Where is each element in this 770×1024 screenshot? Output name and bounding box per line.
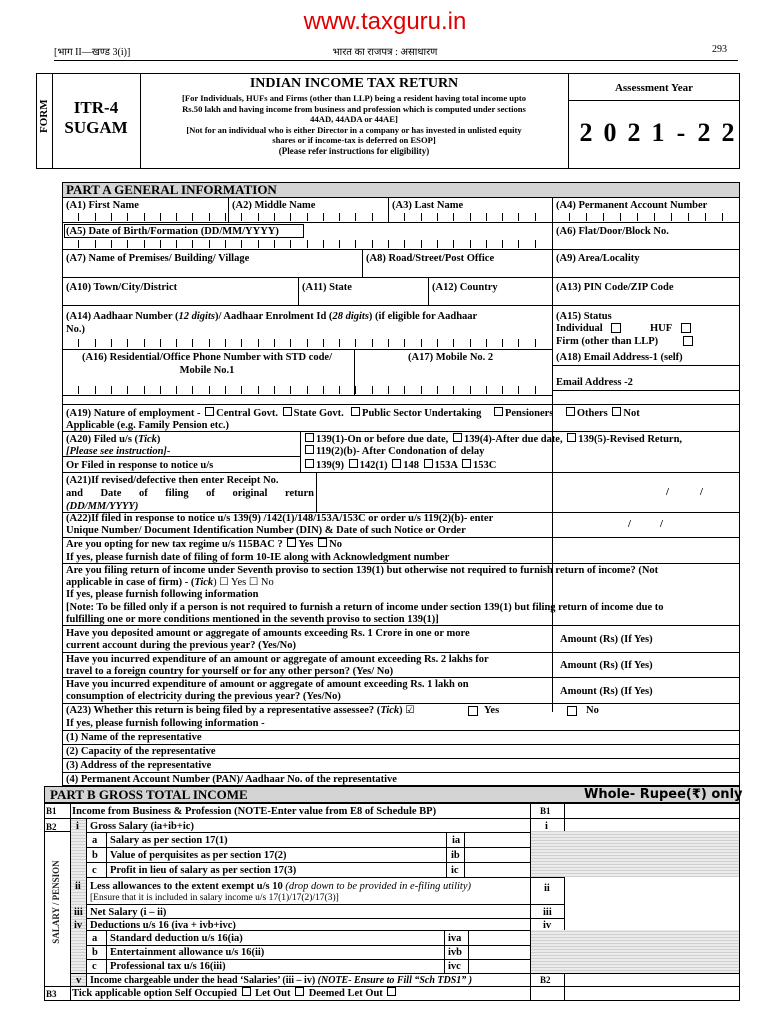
char-box-divider (258, 240, 259, 248)
char-box-divider (209, 213, 210, 221)
char-box-divider (470, 339, 471, 347)
char-box-divider (144, 339, 145, 347)
char-box-divider (535, 339, 536, 347)
phone-char-boxes[interactable] (62, 386, 552, 395)
char-box-divider (437, 339, 438, 347)
char-box-divider (637, 213, 638, 221)
char-box-divider (437, 240, 438, 248)
char-box-divider (241, 339, 242, 347)
new-regime-yes-checkbox[interactable] (287, 538, 296, 547)
professional-tax-label: Professional tax u/s 16(iii) (110, 961, 226, 972)
s139-4-checkbox[interactable] (453, 433, 462, 442)
rep-capacity-label: (2) Capacity of the representative (66, 746, 216, 757)
char-box-divider (339, 386, 340, 394)
char-box-divider (453, 339, 454, 347)
rep-pan-label: (4) Permanent Account Number (PAN)/ Aadhaar No. of the representative (66, 774, 397, 785)
electricity-amount-label: Amount (Rs) (If Yes) (560, 686, 653, 697)
deposit-question: Have you deposited amount or aggregate of amounts exceeding Rs. 1 Crore in one or more (66, 628, 470, 639)
char-box-divider (323, 339, 324, 347)
ay-digit: 2 (627, 118, 641, 147)
char-box-divider (470, 240, 471, 248)
char-box-divider (404, 240, 405, 248)
char-box-divider (421, 240, 422, 248)
gross-salary-label: Gross Salary (ia+ib+ic) (90, 821, 194, 832)
part-a-title: PART A GENERAL INFORMATION (66, 182, 277, 197)
char-box-divider (307, 240, 308, 248)
char-box-divider (209, 386, 210, 394)
s153c-checkbox[interactable] (462, 459, 471, 468)
char-box-divider (453, 386, 454, 394)
notice-options: 139(9) 142(1) 148 153A 153C (303, 459, 496, 472)
char-box-divider (339, 213, 340, 221)
status-individual-checkbox[interactable] (611, 323, 621, 333)
pensioners-checkbox[interactable] (494, 407, 503, 416)
char-box-divider (437, 213, 438, 221)
char-box-divider (307, 213, 308, 221)
middle-name-label: (A2) Middle Name (232, 200, 316, 211)
let-out-checkbox[interactable] (295, 987, 304, 996)
char-box-divider (705, 213, 706, 221)
aadhaar-label: (A14) Aadhaar Number (12 digits)/ Aadhaar Enrolment Id (28 digits) (if eligible for Aadhaar (66, 311, 478, 322)
rep-name-label: (1) Name of the representative (66, 732, 202, 743)
char-box-divider (274, 240, 275, 248)
b2-code: B2 (46, 822, 57, 832)
char-box-divider (372, 213, 373, 221)
char-box-divider (111, 213, 112, 221)
char-box-divider (78, 339, 79, 347)
aadhaar-char-boxes[interactable] (62, 339, 552, 348)
s139-5-checkbox[interactable] (567, 433, 576, 442)
new-regime-no-checkbox[interactable] (318, 538, 327, 547)
gazette-part: [भाग II—खण्ड 3(i)] (54, 47, 131, 58)
s142-checkbox[interactable] (349, 459, 358, 468)
b1-text: Income from Business & Profession (NOTE-Enter value from E8 of Schedule BP) (72, 806, 437, 817)
status-firm-checkbox[interactable] (683, 336, 693, 346)
salary-chargeable-label: Income chargeable under the head ‘Salaries’ (iii – iv) (NOTE- Ensure to Fill “Sch TDS1” ) (90, 975, 473, 986)
char-box-divider (502, 240, 503, 248)
char-box-divider (192, 386, 193, 394)
char-box-divider (453, 213, 454, 221)
char-box-divider (290, 386, 291, 394)
char-box-divider (176, 339, 177, 347)
rep-yes-checkbox[interactable] (468, 706, 478, 716)
char-box-divider (258, 386, 259, 394)
char-box-divider (355, 213, 356, 221)
char-box-divider (372, 386, 373, 394)
char-box-divider (111, 339, 112, 347)
char-box-divider (95, 213, 96, 221)
char-box-divider (388, 339, 389, 347)
char-box-divider (421, 386, 422, 394)
notice-din-label: (A22)If filed in response to notice u/s 139(9) /142(1)/148/153A/153C or order u/s 119(2)(b)- enter (66, 513, 494, 524)
last-name-label: (A3) Last Name (392, 200, 464, 211)
char-box-divider (586, 213, 587, 221)
seventh-proviso-note: [Note: To be filled only if a person is not required to furnish a return of income under section 139(1) but filing return of income due to (66, 602, 664, 613)
phone-label: (A16) Residential/Office Phone Number with STD code/ Mobile No.1 (81, 352, 333, 376)
char-box-divider (421, 339, 422, 347)
perquisites-label: Value of perquisites as per section 17(2) (110, 850, 287, 861)
salary-171-label: Salary as per section 17(1) (110, 835, 228, 846)
char-box-divider (437, 386, 438, 394)
revised-receipt-label: (A21)If revised/defective then enter Receipt No. (66, 475, 279, 486)
deemed-let-out-checkbox[interactable] (387, 987, 396, 996)
pan-char-boxes[interactable] (552, 213, 740, 222)
char-box-divider (127, 386, 128, 394)
char-box-divider (258, 213, 259, 221)
deductions-16-label: Deductions u/s 16 (iva + ivb+ivc) (90, 920, 236, 931)
s119-checkbox[interactable] (305, 445, 314, 454)
itr-title: ITR-4 (73, 98, 119, 117)
char-box-divider (453, 240, 454, 248)
return-title: INDIAN INCOME TAX RETURN (249, 76, 459, 91)
state-label: (A11) State (302, 282, 352, 293)
char-box-divider (722, 213, 723, 221)
filed-options: 139(1)-On or before due date, 139(4)-After due date, 139(5)-Revised Return, (303, 433, 682, 446)
char-box-divider (502, 386, 503, 394)
page-number: 293 (712, 44, 727, 55)
country-label: (A12) Country (432, 282, 498, 293)
central-govt-checkbox[interactable] (205, 407, 214, 416)
char-box-divider (339, 240, 340, 248)
char-box-divider (307, 386, 308, 394)
part-b-title: PART B GROSS TOTAL INCOME (50, 787, 248, 802)
rep-yes-checked-icon: ☑ (405, 705, 415, 716)
nature-employment-label: (A19) Nature of employment - Central Govt. State Govt. Public Sector Undertaking Pensioners Others Not (66, 408, 640, 419)
char-box-divider (569, 213, 570, 221)
new-regime-question: Are you opting for new tax regime u/s 115BAC ? Yes No (66, 539, 342, 550)
status-huf-checkbox[interactable] (681, 323, 691, 333)
char-box-divider (470, 386, 471, 394)
b3-code: B3 (46, 989, 57, 999)
self-occupied-checkbox[interactable] (242, 987, 251, 996)
s148-checkbox[interactable] (392, 459, 401, 468)
name-char-boxes[interactable] (62, 213, 552, 222)
char-box-divider (502, 213, 503, 221)
ay-digit: - (676, 118, 686, 147)
char-box-divider (388, 213, 389, 221)
whole-rupee-note: Whole- Rupee(₹) only (584, 787, 743, 802)
premises-label: (A7) Name of Premises/ Building/ Village (66, 253, 250, 264)
char-box-divider (388, 386, 389, 394)
char-box-divider (290, 213, 291, 221)
char-box-divider (290, 339, 291, 347)
char-box-divider (486, 339, 487, 347)
char-box-divider (95, 386, 96, 394)
char-box-divider (127, 339, 128, 347)
char-box-divider (225, 386, 226, 394)
standard-deduction-label: Standard deduction u/s 16(ia) (110, 933, 243, 944)
char-box-divider (241, 213, 242, 221)
rep-address-label: (3) Address of the representative (66, 760, 212, 771)
others-checkbox[interactable] (566, 407, 575, 416)
not-applicable-checkbox[interactable] (612, 407, 621, 416)
char-box-divider (518, 240, 519, 248)
char-box-divider (372, 339, 373, 347)
char-box-divider (502, 339, 503, 347)
seventh-proviso-question: Are you filing return of income under Seventh proviso to section 139(1) but otherwise not required to furnish return of income? (Not (66, 565, 659, 576)
char-box-divider (388, 240, 389, 248)
char-box-divider (160, 386, 161, 394)
psu-checkbox[interactable] (351, 407, 360, 416)
char-box-divider (176, 386, 177, 394)
salary-pension-side-label: SALARY / PENSION (51, 860, 61, 944)
flat-label: (A6) Flat/Door/Block No. (556, 226, 669, 237)
char-box-divider (111, 386, 112, 394)
s139-9-checkbox[interactable] (305, 459, 314, 468)
char-box-divider (688, 213, 689, 221)
char-box-divider (176, 213, 177, 221)
entertainment-label: Entertainment allowance u/s 16(ii) (110, 947, 265, 958)
char-box-divider (111, 240, 112, 248)
char-box-divider (603, 213, 604, 221)
char-box-divider (95, 339, 96, 347)
net-salary-label: Net Salary (i – ii) (90, 907, 167, 918)
char-box-divider (290, 240, 291, 248)
char-box-divider (225, 213, 226, 221)
profit-lieu-label: Profit in lieu of salary as per section 17(3) (110, 865, 297, 876)
representative-question: (A23) Whether this return is being filed by a representative assessee? (Tick) ☑ (66, 705, 415, 716)
char-box-divider (620, 213, 621, 221)
ay-digit: 2 (721, 118, 735, 147)
status-label: (A15) Status (556, 311, 612, 322)
char-box-divider (78, 240, 79, 248)
char-box-divider (192, 240, 193, 248)
char-box-divider (144, 240, 145, 248)
char-box-divider (225, 339, 226, 347)
char-box-divider (78, 213, 79, 221)
char-box-divider (518, 339, 519, 347)
char-box-divider (355, 386, 356, 394)
gazette-title: भारत का राजपत्र : असाधारण (332, 47, 438, 58)
filed-under-label: (A20) Filed u/s (Tick) (66, 434, 161, 445)
char-box-divider (654, 213, 655, 221)
char-box-divider (518, 213, 519, 221)
ay-digit: 0 (603, 118, 617, 147)
eligibility-description: [For Individuals, HUFs and Firms (other than LLP) being a resident having total income upto Rs.50 lakh and having income from business and profession which is computed under sections 44AD, 44ADA or 44AE] [Not for an individual who is either Director in a company or has invested in unlisted equity shares or if income-tax is deferred on ESOP] (Please refer instructions for eligibility) (181, 93, 527, 156)
char-box-divider (421, 213, 422, 221)
char-box-divider (241, 386, 242, 394)
travel-amount-label: Amount (Rs) (If Yes) (560, 660, 653, 671)
char-box-divider (355, 339, 356, 347)
char-box-divider (323, 240, 324, 248)
char-box-divider (160, 213, 161, 221)
char-box-divider (535, 386, 536, 394)
email1-label: (A18) Email Address-1 (self) (556, 352, 683, 363)
header-rule (54, 60, 738, 61)
electricity-question: Have you incurred expenditure of amount or aggregate of amount exceeding Rs. 1 lakh on (66, 679, 469, 690)
ay-digit: 1 (651, 118, 665, 147)
char-box-divider (671, 213, 672, 221)
first-name-label: (A1) First Name (66, 200, 139, 211)
char-box-divider (160, 240, 161, 248)
char-box-divider (323, 213, 324, 221)
ay-digit: 2 (697, 118, 711, 147)
char-box-divider (486, 386, 487, 394)
dob-label: (A5) Date of Birth/Formation (DD/MM/YYYY) (66, 226, 279, 237)
char-box-divider (192, 339, 193, 347)
travel-question: Have you incurred expenditure of an amount or aggregate of amount exceeding Rs. 2 lakhs for (66, 654, 489, 665)
allowances-label: Less allowances to the extent exempt u/s 10 (drop down to be provided in e-filing utility) (90, 881, 471, 892)
char-box-divider (307, 339, 308, 347)
char-box-divider (486, 240, 487, 248)
char-box-divider (192, 213, 193, 221)
house-property-option: Tick applicable option Self Occupied Let Out Deemed Let Out (72, 987, 398, 1000)
char-box-divider (209, 240, 210, 248)
deposit-amount-label: Amount (Rs) (If Yes) (560, 634, 653, 645)
char-box-divider (339, 339, 340, 347)
rep-no-checkbox[interactable] (567, 706, 577, 716)
sugam-title: SUGAM (64, 118, 128, 137)
char-box-divider (274, 213, 275, 221)
dob-char-boxes[interactable] (62, 240, 552, 249)
char-box-divider (160, 339, 161, 347)
s153a-checkbox[interactable] (424, 459, 433, 468)
assessment-year-label: Assessment Year (614, 82, 694, 94)
char-box-divider (241, 240, 242, 248)
char-box-divider (209, 339, 210, 347)
pin-label: (A13) PIN Code/ZIP Code (556, 282, 674, 293)
char-box-divider (95, 240, 96, 248)
s139-1-checkbox[interactable] (305, 433, 314, 442)
char-box-divider (127, 240, 128, 248)
ay-digit: 2 (579, 118, 593, 147)
char-box-divider (470, 213, 471, 221)
char-box-divider (225, 240, 226, 248)
char-box-divider (78, 386, 79, 394)
area-label: (A9) Area/Locality (556, 253, 640, 264)
char-box-divider (274, 339, 275, 347)
char-box-divider (404, 386, 405, 394)
char-box-divider (274, 386, 275, 394)
char-box-divider (355, 240, 356, 248)
char-box-divider (144, 386, 145, 394)
char-box-divider (518, 386, 519, 394)
char-box-divider (535, 213, 536, 221)
char-box-divider (144, 213, 145, 221)
char-box-divider (176, 240, 177, 248)
char-box-divider (258, 339, 259, 347)
char-box-divider (486, 213, 487, 221)
mobile2-label: (A17) Mobile No. 2 (408, 352, 494, 363)
b1-code: B1 (46, 806, 57, 816)
pan-label: (A4) Permanent Account Number (556, 200, 708, 211)
site-watermark: www.taxguru.in (303, 8, 467, 35)
state-govt-checkbox[interactable] (283, 407, 292, 416)
char-box-divider (404, 213, 405, 221)
road-label: (A8) Road/Street/Post Office (366, 253, 495, 264)
email2-label: Email Address -2 (556, 377, 633, 388)
form-label: FORM (38, 99, 50, 133)
char-box-divider (323, 386, 324, 394)
char-box-divider (372, 240, 373, 248)
town-label: (A10) Town/City/District (66, 282, 178, 293)
char-box-divider (404, 339, 405, 347)
char-box-divider (127, 213, 128, 221)
char-box-divider (535, 240, 536, 248)
